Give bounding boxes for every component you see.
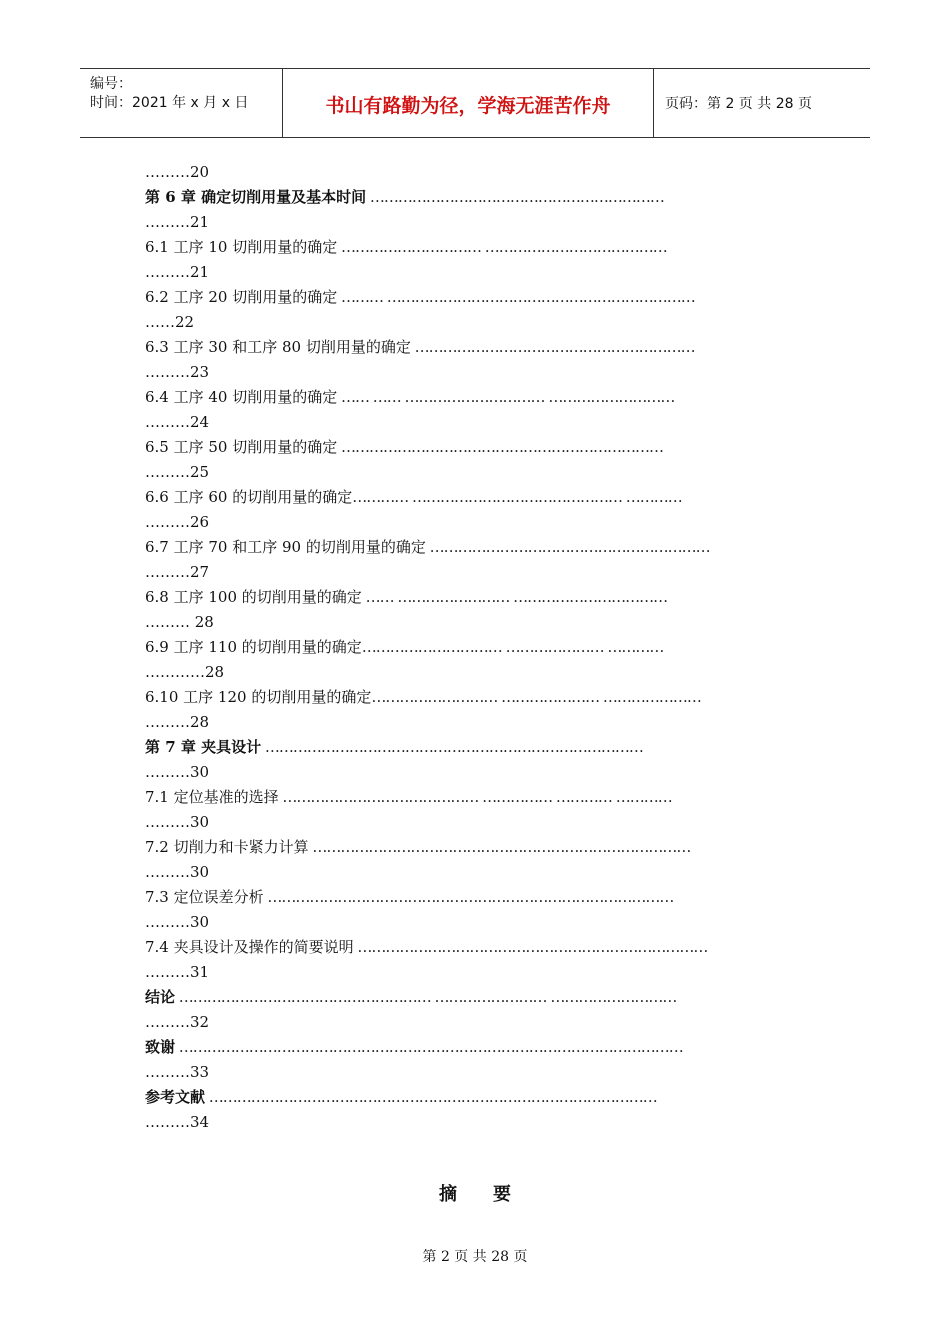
toc-entry-line: [145, 685, 701, 710]
toc-leader-dots: ……………………………………………… …………………… ………………………: [175, 988, 677, 1006]
toc-leader-dots: …… …… ………………………… ………………………: [337, 388, 675, 406]
toc-page-number: ………31: [145, 963, 210, 981]
toc-leader-dots: ………………………… …………………………………: [337, 238, 667, 256]
motto-text: 书山有路勤为径，学海无涯苦作舟: [325, 95, 611, 117]
toc-leader-dots: ……………………… ………………… …………………: [371, 688, 701, 706]
toc-page-number: ………23: [145, 363, 210, 381]
toc-entry-label: 6.6 工序 60 的切削用量的确定: [145, 488, 353, 506]
toc-page-number: ………27: [145, 563, 210, 581]
toc-page-number: ………33: [145, 1063, 210, 1081]
toc-entry-label: 结论: [145, 988, 176, 1006]
toc-entry-line: [145, 585, 667, 610]
toc-entry[interactable]: [145, 335, 845, 385]
toc-entry-label: 6.10 工序 120 的切削用量的确定: [145, 688, 372, 706]
abstract-heading: [0, 1180, 950, 1206]
toc-entry-line: [145, 485, 682, 510]
header-meta-cell: [80, 69, 283, 137]
toc-leader-dots: ……………………………………………………………………………: [263, 888, 674, 906]
abstract-char-1: 摘: [439, 1184, 457, 1205]
toc-leader-dots: ………… ……………………………………… …………: [352, 488, 682, 506]
toc-leader-dots: ………………………………………………………………………: [308, 838, 691, 856]
toc-entry-line: [145, 385, 674, 410]
toc-leader-dots: ……………………………………………………: [425, 538, 710, 556]
toc-entry-label: 6.9 工序 110 的切削用量的确定: [145, 638, 362, 656]
toc-entry-label: 第 6 章 确定切削用量及基本时间: [145, 188, 367, 206]
toc-entry-line: [145, 335, 695, 360]
toc-entry[interactable]: [145, 185, 845, 235]
toc-leader-dots: ……… …………………………………………………………: [337, 288, 695, 306]
toc-page-number: ………30: [145, 813, 210, 831]
toc-entry-label: 6.5 工序 50 切削用量的确定: [145, 438, 338, 456]
toc-entry-line: [145, 185, 664, 210]
toc-page-number: ………21: [145, 263, 210, 281]
toc-entry-line: [145, 735, 643, 760]
toc-entry-line: [145, 1035, 683, 1060]
toc-entry[interactable]: [145, 285, 845, 335]
toc-entry[interactable]: [145, 385, 845, 435]
toc-entry-label: 7.4 夹具设计及操作的简要说明: [145, 938, 354, 956]
toc-entry-line: [145, 235, 667, 260]
toc-entry[interactable]: [145, 935, 845, 985]
toc-entry[interactable]: [145, 785, 845, 835]
toc-entry-label: 参考文献: [145, 1088, 206, 1106]
toc-entry[interactable]: [145, 1035, 845, 1085]
toc-leader-dots: …………………………………… …………… ………… …………: [278, 788, 672, 806]
toc-entry-line: [145, 985, 676, 1010]
toc-entry-line: [145, 785, 672, 810]
toc-page-number: ……22: [145, 313, 195, 331]
toc-entry[interactable]: [145, 685, 845, 735]
time-label: 时间：2021 年 x 月 x 日: [90, 95, 249, 111]
toc-entry-label: 6.8 工序 100 的切削用量的确定: [145, 588, 362, 606]
toc-entry[interactable]: [145, 435, 845, 485]
toc-page-number: ………25: [145, 463, 210, 481]
toc-entry-label: 7.3 定位误差分析: [145, 888, 264, 906]
toc-entry[interactable]: [145, 985, 845, 1035]
toc-entry[interactable]: [145, 585, 845, 635]
toc-entry-line: [145, 285, 695, 310]
toc-leader-dots: ……………………………………………………………………………………: [205, 1088, 657, 1106]
toc-leader-dots: ……………………………………………………: [410, 338, 695, 356]
toc-entry-line: [145, 835, 690, 860]
toc-page-number: ………32: [145, 1013, 210, 1031]
page-info: 页码：第 2 页 共 28 页: [665, 96, 812, 112]
toc-entry[interactable]: [145, 535, 845, 585]
code-label: 编号：: [90, 76, 132, 92]
toc-leader-dots: ………………………………………………………: [366, 188, 664, 206]
toc-entry-line: [145, 935, 707, 960]
toc-page-number: …………28: [145, 663, 225, 681]
toc-page-number: ………30: [145, 763, 210, 781]
toc-continuation: [145, 160, 845, 185]
toc-entry[interactable]: [145, 485, 845, 535]
toc-page-number: ………30: [145, 913, 210, 931]
toc-leader-dots: ………………………………………………………………………………………………: [175, 1038, 683, 1056]
toc-leader-dots: …………………………………………………………………: [353, 938, 708, 956]
toc-leader-dots: ………………………… ………………… …………: [361, 638, 664, 656]
toc-leader-dots: ………………………………………………………………………: [261, 738, 643, 756]
toc-entry-label: 致谢: [145, 1038, 176, 1056]
toc-entry-line: [145, 1085, 657, 1110]
toc-entry-label: 6.2 工序 20 切削用量的确定: [145, 288, 338, 306]
toc-entry-label: 7.2 切削力和卡紧力计算: [145, 838, 309, 856]
toc-entry-label: 第 7 章 夹具设计: [145, 738, 262, 756]
toc-entry-label: 6.1 工序 10 切削用量的确定: [145, 238, 338, 256]
toc-entry-line: [145, 635, 663, 660]
page-footer: 第 2 页 共 28 页: [422, 1249, 528, 1265]
toc-entry-line: [145, 435, 663, 460]
toc-entry[interactable]: [145, 735, 845, 785]
toc-first-line: ………20: [145, 163, 210, 181]
toc-entry[interactable]: [145, 635, 845, 685]
toc-entry-label: 7.1 定位基准的选择: [145, 788, 279, 806]
toc-entries: [145, 185, 845, 1135]
toc-entry[interactable]: [145, 885, 845, 935]
toc-page-number: ………21: [145, 213, 210, 231]
toc-page-number: ………28: [145, 713, 210, 731]
toc-entry-line: [145, 535, 710, 560]
toc-leader-dots: ……………………………………………………………: [337, 438, 664, 456]
toc-entry[interactable]: [145, 1085, 845, 1135]
toc-entry[interactable]: [145, 235, 845, 285]
toc-entry-label: 6.3 工序 30 和工序 80 切削用量的确定: [145, 338, 411, 356]
table-of-contents: [145, 160, 845, 1135]
toc-entry-line: [145, 885, 673, 910]
document-header: [80, 68, 870, 138]
toc-entry-label: 6.7 工序 70 和工序 90 的切削用量的确定: [145, 538, 426, 556]
toc-page-number: ………24: [145, 413, 210, 431]
header-motto-cell: [283, 69, 654, 137]
toc-page-number: ………26: [145, 513, 210, 531]
toc-leader-dots: …… …………………… ……………………………: [361, 588, 668, 606]
toc-entry[interactable]: [145, 835, 845, 885]
toc-page-number: ………30: [145, 863, 210, 881]
toc-entry-label: 6.4 工序 40 切削用量的确定: [145, 388, 338, 406]
abstract-char-2: 要: [493, 1184, 511, 1205]
toc-page-number: ………34: [145, 1113, 210, 1131]
toc-page-number: ……… 28: [145, 613, 214, 631]
